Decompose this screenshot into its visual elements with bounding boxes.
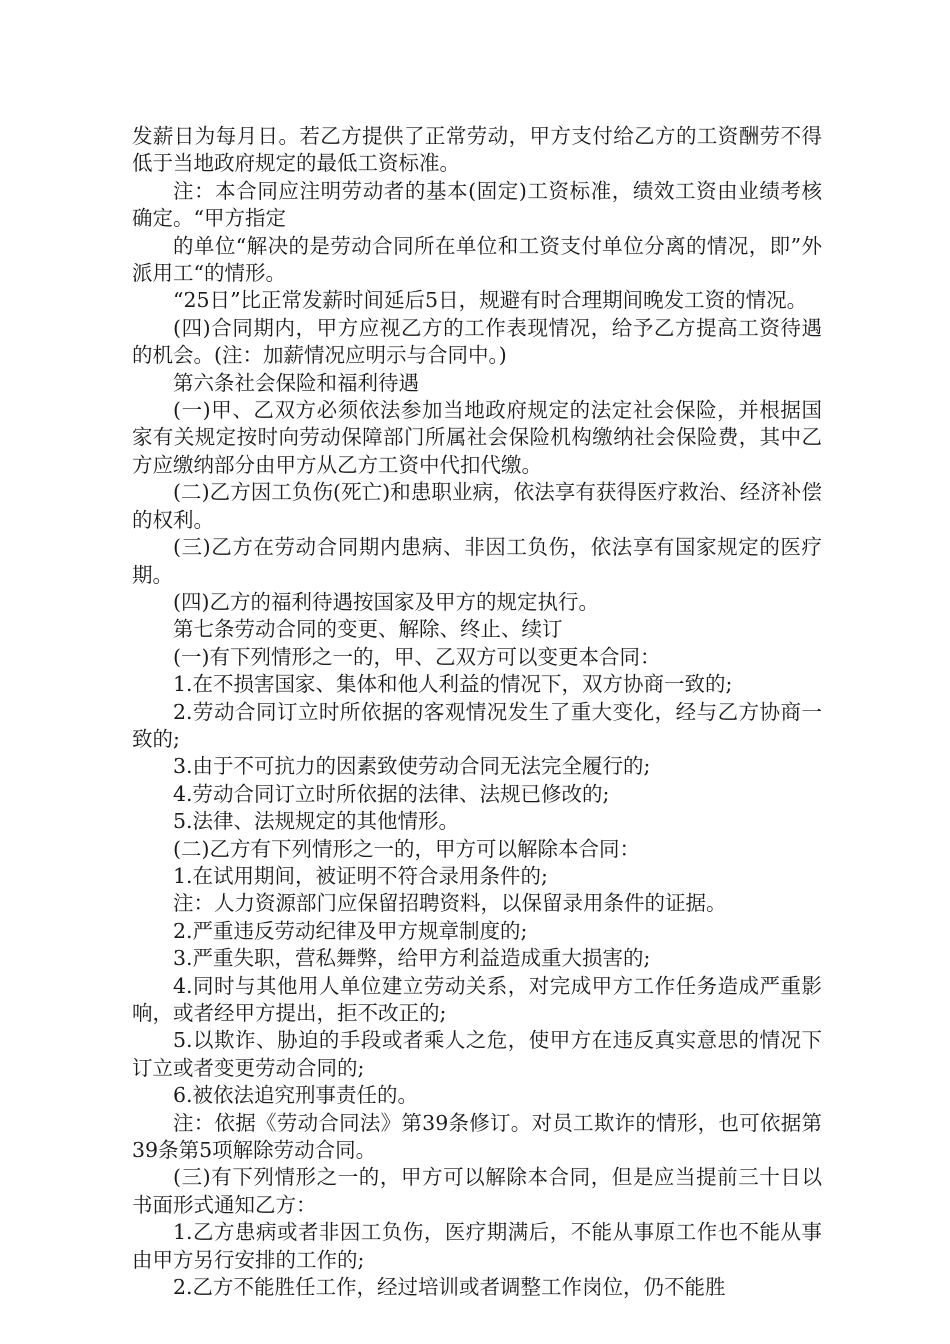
list-item: 2.劳动合同订立时所依据的客观情况发生了重大变化，经与乙方协商一致的; (132, 699, 822, 751)
note: 注：依据《劳动合同法》第39条修订。对员工欺诈的情形，也可依据第39条第5项解除劳动合同。 (132, 1110, 822, 1163)
section-heading: 第六条社会保险和福利待遇 (173, 370, 419, 395)
paragraph: (三)乙方在劳动合同期内患病、非因工负伤，依法享有国家规定的医疗期。 (132, 535, 822, 587)
paragraph: (一)甲、乙双方必须依法参加当地政府规定的法定社会保险，并根据国家有关规定按时向劳动保障部门所属社会保险机构缴纳社会保险费，其中乙方应缴纳部分由甲方从乙方工资中代扣代缴。 (132, 398, 822, 477)
note: 注：人力资源部门应保留招聘资料，以保留录用条件的证据。 (173, 891, 727, 916)
list-item: 1.在试用期间，被证明不符合录用条件的; (173, 863, 548, 888)
paragraph: 发薪日为每月日。若乙方提供了正常劳动，甲方支付给乙方的工资酬劳不得低于当地政府规定的最低工资标准。 (132, 124, 822, 176)
list-item: 4.劳动合同订立时所依据的法律、法规已修改的; (173, 781, 610, 806)
list-item: 1.乙方患病或者非因工负伤，医疗期满后，不能从事原工作也不能从事由甲方另行安排的工作的; (132, 1220, 822, 1272)
list-item: 4.同时与其他用人单位建立劳动关系，对完成甲方工作任务造成严重影响，或者经甲方提出，拒不改正的; (132, 973, 822, 1025)
paragraph: 的单位“解决的是劳动合同所在单位和工资支付单位分离的情况，即”外派用工“的情形。 (132, 233, 822, 286)
list-item: 2.乙方不能胜任工作，经过培训或者调整工作岗位，仍不能胜 (173, 1275, 726, 1300)
list-item: 2.严重违反劳动纪律及甲方规章制度的; (173, 918, 528, 943)
list-item: 1.在不损害国家、集体和他人利益的情况下，双方协商一致的; (173, 672, 733, 697)
list-item: 3.由于不可抗力的因素致使劳动合同无法完全履行的; (173, 754, 651, 779)
list-item: 3.严重失职，营私舞弊，给甲方利益造成重大损害的; (173, 946, 651, 971)
paragraph: (一)有下列情形之一的，甲、乙双方可以变更本合同： (173, 644, 661, 669)
paragraph: 注：本合同应注明劳动者的基本(固定)工资标准，绩效工资由业绩考核确定。“甲方指定 (132, 178, 822, 231)
paragraph: (二)乙方因工负伤(死亡)和患职业病，依法享有获得医疗救治、经济补偿的权利。 (132, 480, 822, 532)
document-body (132, 123, 822, 1301)
list-item: 6.被依法追究刑事责任的。 (173, 1083, 419, 1108)
paragraph: (三)有下列情形之一的，甲方可以解除本合同，但是应当提前三十日以书面形式通知乙方： (132, 1165, 822, 1217)
list-item: 5.法律、法规规定的其他情形。 (173, 809, 460, 834)
paragraph: (四)乙方的福利待遇按国家及甲方的规定执行。 (173, 589, 599, 614)
paragraph: (四)合同期内，甲方应视乙方的工作表现情况，给予乙方提高工资待遇的机会。(注：加薪情况应明示与合同中。) (132, 315, 822, 368)
paragraph: “25日”比正常发薪时间延后5日，规避有时合理期间晚发工资的情况。 (173, 288, 808, 313)
paragraph: (二)乙方有下列情形之一的，甲方可以解除本合同： (173, 836, 640, 861)
section-heading: 第七条劳动合同的变更、解除、终止、续订 (173, 617, 563, 642)
list-item: 5.以欺诈、胁迫的手段或者乘人之危，使甲方在违反真实意思的情况下订立或者变更劳动合同的; (132, 1028, 822, 1080)
